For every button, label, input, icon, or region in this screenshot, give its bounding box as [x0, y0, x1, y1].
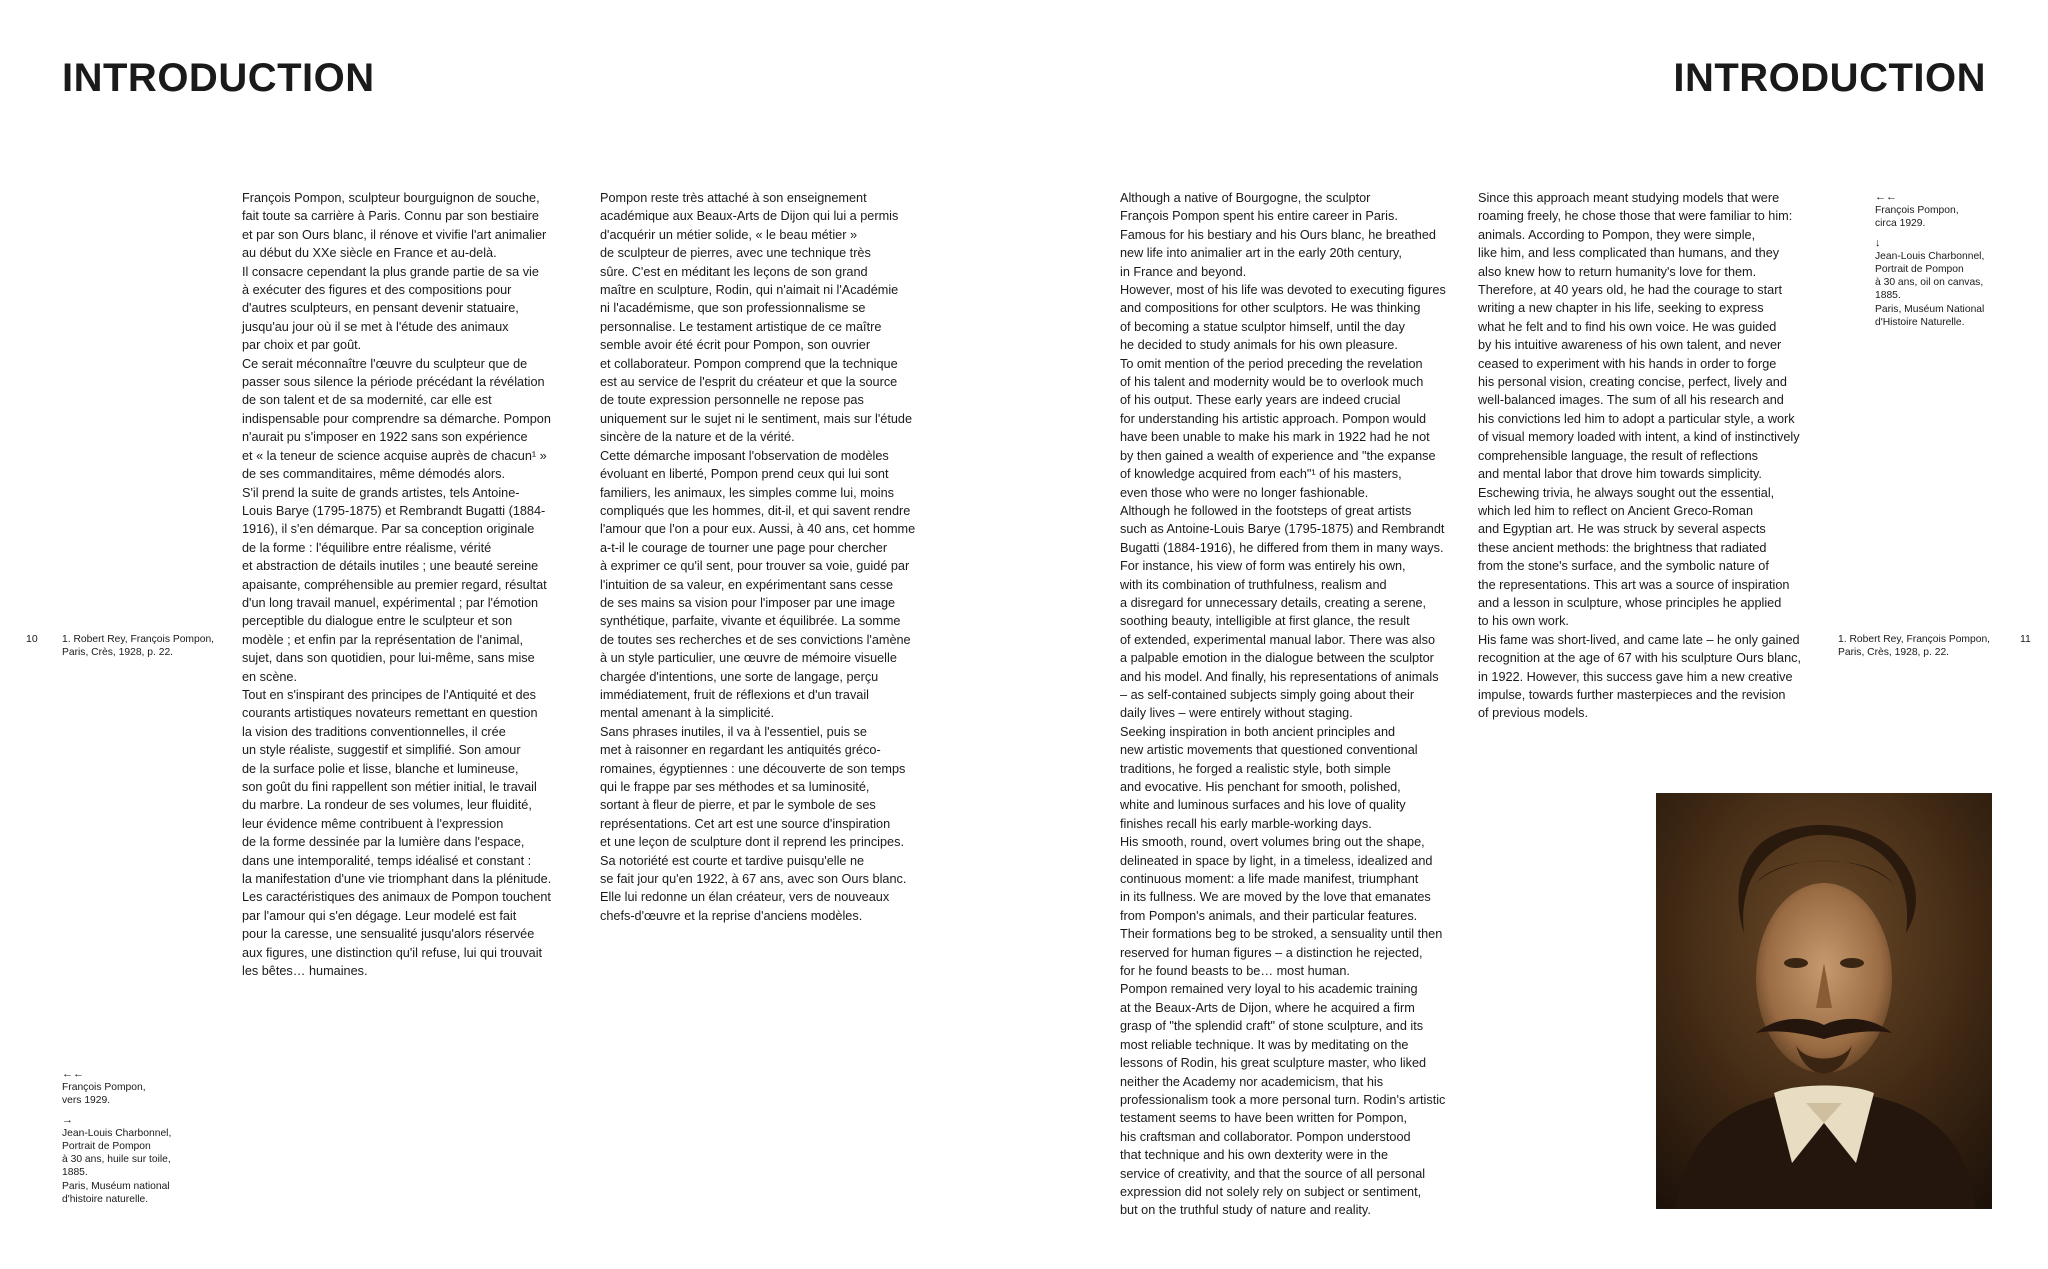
image-caption-left: [62, 1068, 212, 1206]
footnote-left: 1. Robert Rey, François Pompon, Paris, Crès, 1928, p. 22.: [62, 634, 215, 658]
paragraph: Tout en s'inspirant des principes de l'Antiquité et des courants artistiques novateurs remettant en question la vision des traditions conventionnelles, il crée un style réaliste, suggestif et simplifié. Son amour de la surface polie et lisse, blanche et lumineuse, son goût du fini rappellent son métier initial, le travail du marbre. La rondeur de ses volumes, leur fluidité, leur évidence même contribuent à l'expression de la forme dessinée par la lumière dans l'espace, dans une intemporalité, temps idéalisé et constant : la manifestation d'une vie triomphant dans la plénitude.: [242, 687, 552, 887]
arrow-right-icon: →: [62, 1113, 73, 1126]
paragraph: Sans phrases inutiles, il va à l'essentiel, puis se met à raisonner en regardant les antiquités gréco- romaines, égyptiennes : une découverte de son temps qui le frappe par ses méthodes et sa luminosité, sortant à fleur de pierre, et par le symbole de ses représentations. Cet art est une source d'inspiration et une leçon de sculpture dont il reprend les principes.: [600, 724, 906, 850]
arrow-down-icon: ↓: [1875, 236, 1881, 249]
paragraph: Although he followed in the footsteps of great artists such as Antoine-Louis Barye (1795-1875) and Rembrandt Bugatti (1884-1916), he differed from them in many ways. For instance, his view of form was entirely his own, with its combination of truthfulness, realism and a disregard for unnecessary details, creating a serene, soothing beauty, intelligible at first glance, the result of extended, experimental manual labor. There was also a palpable emotion in the dialogue between the sculptor and his model. And finally, his representations of animals – as self-contained subjects simply going about their daily lives – were entirely without staging.: [1120, 503, 1445, 721]
paragraph: Cette démarche imposant l'observation de modèles évoluant en liberté, Pompon prend ceux qui lui sont familiers, les animaux, les simples comme lui, moins compliqués que les hommes, dit-il, et qui savent rendre l'amour que l'on a pour eux. Aussi, à 40 ans, cet homme a-t-il le courage de tourner une page pour chercher à exprimer ce qu'il sent, pour trouver sa voie, guidé par l'intuition de sa valeur, en expérimentant sans cesse de ses mains sa vision pour l'imposer par une image synthétique, parfaite, vivante et équilibrée. La somme de toutes ses recherches et de ses convictions l'amène à un style particulier, une œuvre de mémoire visuelle chargée d'intentions, une sorte de langage, perçu immédiatement, fruit de réflexions et d'un travail mental amenant à la simplicité.: [600, 448, 916, 721]
paragraph: Ce serait méconnaître l'œuvre du sculpteur que de passer sous silence la période précédant la révélation de son talent et de sa modernité, car elle est indispensable pour comprendre sa démarche. Pompon n'aurait pu s'imposer en 1922 sans son expérience et « la teneur de science acquise auprès de chacun¹ » de ses commanditaires, même démodés alors.: [242, 356, 551, 482]
paragraph: Since this approach meant studying models that were roaming freely, he chose those that were familiar to him: animals. According to Pompon, they were simple, like him, and less complicated than humans, and they also knew how to return humanity's love for them. Therefore, at 40 years old, he had the courage to start writing a new chapter in his life, seeking to express what he felt and to find his own voice. He was guided by his intuitive awareness of his own talent, and never ceased to experiment with his hands in order to forge his personal vision, creating concise, perfect, lively and well-balanced images. The sum of all his research and his convictions led him to adopt a particular style, a work of visual memory loaded with intent, a kind of instinctively comprehensible language, the result of reflections and mental labor that drove him towards simplicity. Eschewing trivia, he always sought out the essential, which led him to reflect on Ancient Greco-Roman and Egyptian art. He was struck by several aspects these ancient methods: the brightness that radiated from the stone's surface, and the symbolic nature of the representations. This art was a source of inspiration and a lesson in sculpture, whose principles he applied to his own work.: [1478, 191, 1800, 629]
text-column-fr-1: [242, 189, 582, 980]
paragraph: Pompon reste très attaché à son enseignement académique aux Beaux-Arts de Dijon qui lui a permis d'acquérir un métier solide, « le beau métier » de sculpteur de pierres, avec une technique très sûre. C'est en méditant les leçons de son grand maître en sculpture, Rodin, qui n'aimait ni l'Académie ni l'académisme, que son professionnalisme se personnalise. Le testament artistique de ce maître semble avoir été écrit pour Pompon, son ouvrier et collaborateur. Pompon comprend que la technique est au service de l'esprit du créateur et que la source de toute expression personnelle ne repose pas uniquement sur le sujet ni le sentiment, mais sur l'étude sincère de la nature et de la vérité.: [600, 191, 913, 445]
text-column-en-1: [1120, 189, 1460, 1220]
paragraph: Although a native of Bourgogne, the sculptor François Pompon spent his entire career in Paris. Famous for his bestiary and his Ours blanc, he breathed new life into animalier art in the early 20th century, in France and beyond.: [1120, 191, 1436, 279]
caption-photo-credit: François Pompon, vers 1929.: [62, 1082, 146, 1107]
paragraph: Il consacre cependant la plus grande partie de sa vie à exécuter des figures et des compositions pour d'autres sculpteurs, en pensant devenir statuaire, jusqu'au jour où il se met à l'étude des animaux par choix et par goût.: [242, 264, 539, 353]
caption-painting-credit: Jean-Louis Charbonnel, Portrait de Pompon à 30 ans, oil on canvas, 1885. Paris, Muséum National d'Histoire Naturelle.: [1875, 250, 1985, 328]
paragraph: His smooth, round, overt volumes bring out the shape, delineated in space by light, in a timeless, idealized and continuous moment: a life made manifest, triumphant in its fullness. We are moved by the love that emanates from Pompon's animals, and their particular features. Their formations beg to be stroked, a sensuality until then reserved for human figures – a distinction he rejected, for he found beasts to be… most human.: [1120, 835, 1443, 979]
arrow-double-left-icon: ←←: [1875, 191, 1897, 203]
page-title-right: INTRODUCTION: [1673, 56, 1986, 100]
page-title-left: INTRODUCTION: [62, 56, 375, 100]
caption-photo-credit: François Pompon, circa 1929.: [1875, 205, 1959, 230]
text-column-fr-2: [600, 189, 940, 925]
paragraph: Seeking inspiration in both ancient principles and new artistic movements that questioned conventional traditions, he forged a realistic style, both simple and evocative. His penchant for smooth, polished, white and luminous surfaces and his love of quality finishes recall his early marble-working days.: [1120, 724, 1418, 831]
paragraph: Pompon remained very loyal to his academic training at the Beaux-Arts de Dijon, where he acquired a firm grasp of "the splendid craft" of stone sculpture, and its most reliable technique. It was by meditating on the lessons of Rodin, his great sculpture master, who liked neither the Academy nor academicism, that his professionalism took a more personal turn. Rodin's artistic testament seems to have been written for Pompon, his craftsman and collaborator. Pompon understood that technique and his own dexterity were in the service of creativity, and that the source of all personal expression did not solely rely on subject or sentiment, but on the truthful study of nature and reality.: [1120, 982, 1446, 1218]
paragraph: François Pompon, sculpteur bourguignon de souche, fait toute sa carrière à Paris. Connu par son bestiaire et par son Ours blanc, il rénove et vivifie l'art animalier au début du XXe siècle en France et au-delà.: [242, 191, 547, 261]
page-number-right: 11: [2020, 633, 2031, 645]
image-caption-right: [1875, 191, 2015, 329]
text-column-en-2: [1478, 189, 1818, 723]
paragraph: Les caractéristiques des animaux de Pompon touchent par l'amour qui s'en dégage. Leur modelé est fait pour la caresse, une sensualité jusqu'alors réservée aux figures, une distinction qu'il refuse, lui qui trouvait les bêtes… humaines.: [242, 890, 551, 979]
paragraph: His fame was short-lived, and came late – he only gained recognition at the age of 67 with his sculpture Ours blanc, in 1922. However, this success gave him a new creative impulse, towards further masterpieces and the revision of previous models.: [1478, 632, 1802, 721]
arrow-double-left-icon: ←←: [62, 1068, 84, 1080]
paragraph: However, most of his life was devoted to executing figures and compositions for other sculptors. He was thinking of becoming a statue sculptor himself, until the day he decided to study animals for his own pleasure.: [1120, 283, 1446, 353]
portrait-painting: [1656, 793, 1992, 1209]
paragraph: Sa notoriété est courte et tardive puisqu'elle ne se fait jour qu'en 1922, à 67 ans, avec son Ours blanc. Elle lui redonne un élan créateur, vers de nouveaux chefs-d'œuvre et la reprise d'anciens modèles.: [600, 853, 907, 923]
paragraph: To omit mention of the period preceding the revelation of his talent and modernity would be to overlook much of his output. These early years are indeed crucial for understanding his artistic approach. Pompon would have been unable to make his mark in 1922 had he not by then gained a wealth of experience and "the expanse of knowledge acquired from each"¹ of his masters, even those who were no longer fashionable.: [1120, 356, 1436, 500]
caption-painting-credit: Jean-Louis Charbonnel, Portrait de Pompon à 30 ans, huile sur toile, 1885. Paris, Muséum national d'histoire naturelle.: [62, 1127, 172, 1205]
page-number-left: 10: [26, 633, 38, 645]
paragraph: S'il prend la suite de grands artistes, tels Antoine- Louis Barye (1795-1875) et Rembrandt Bugatti (1884- 1916), il s'en démarque. Par sa conception originale de la forme : l'équilibre entre réalisme, vérité et abstraction de détails inutiles ; une beauté sereine apaisante, compréhensible au premier regard, résultat d'un long travail manuel, expérimental ; par l'émotion perceptible du dialogue entre le sculpteur et son modèle ; et enfin par la représentation de l'animal, sujet, dans son quotidien, pour lui-même, sans mise en scène.: [242, 485, 547, 684]
footnote-right: 1. Robert Rey, François Pompon, Paris, Crès, 1928, p. 22.: [1838, 634, 1991, 658]
